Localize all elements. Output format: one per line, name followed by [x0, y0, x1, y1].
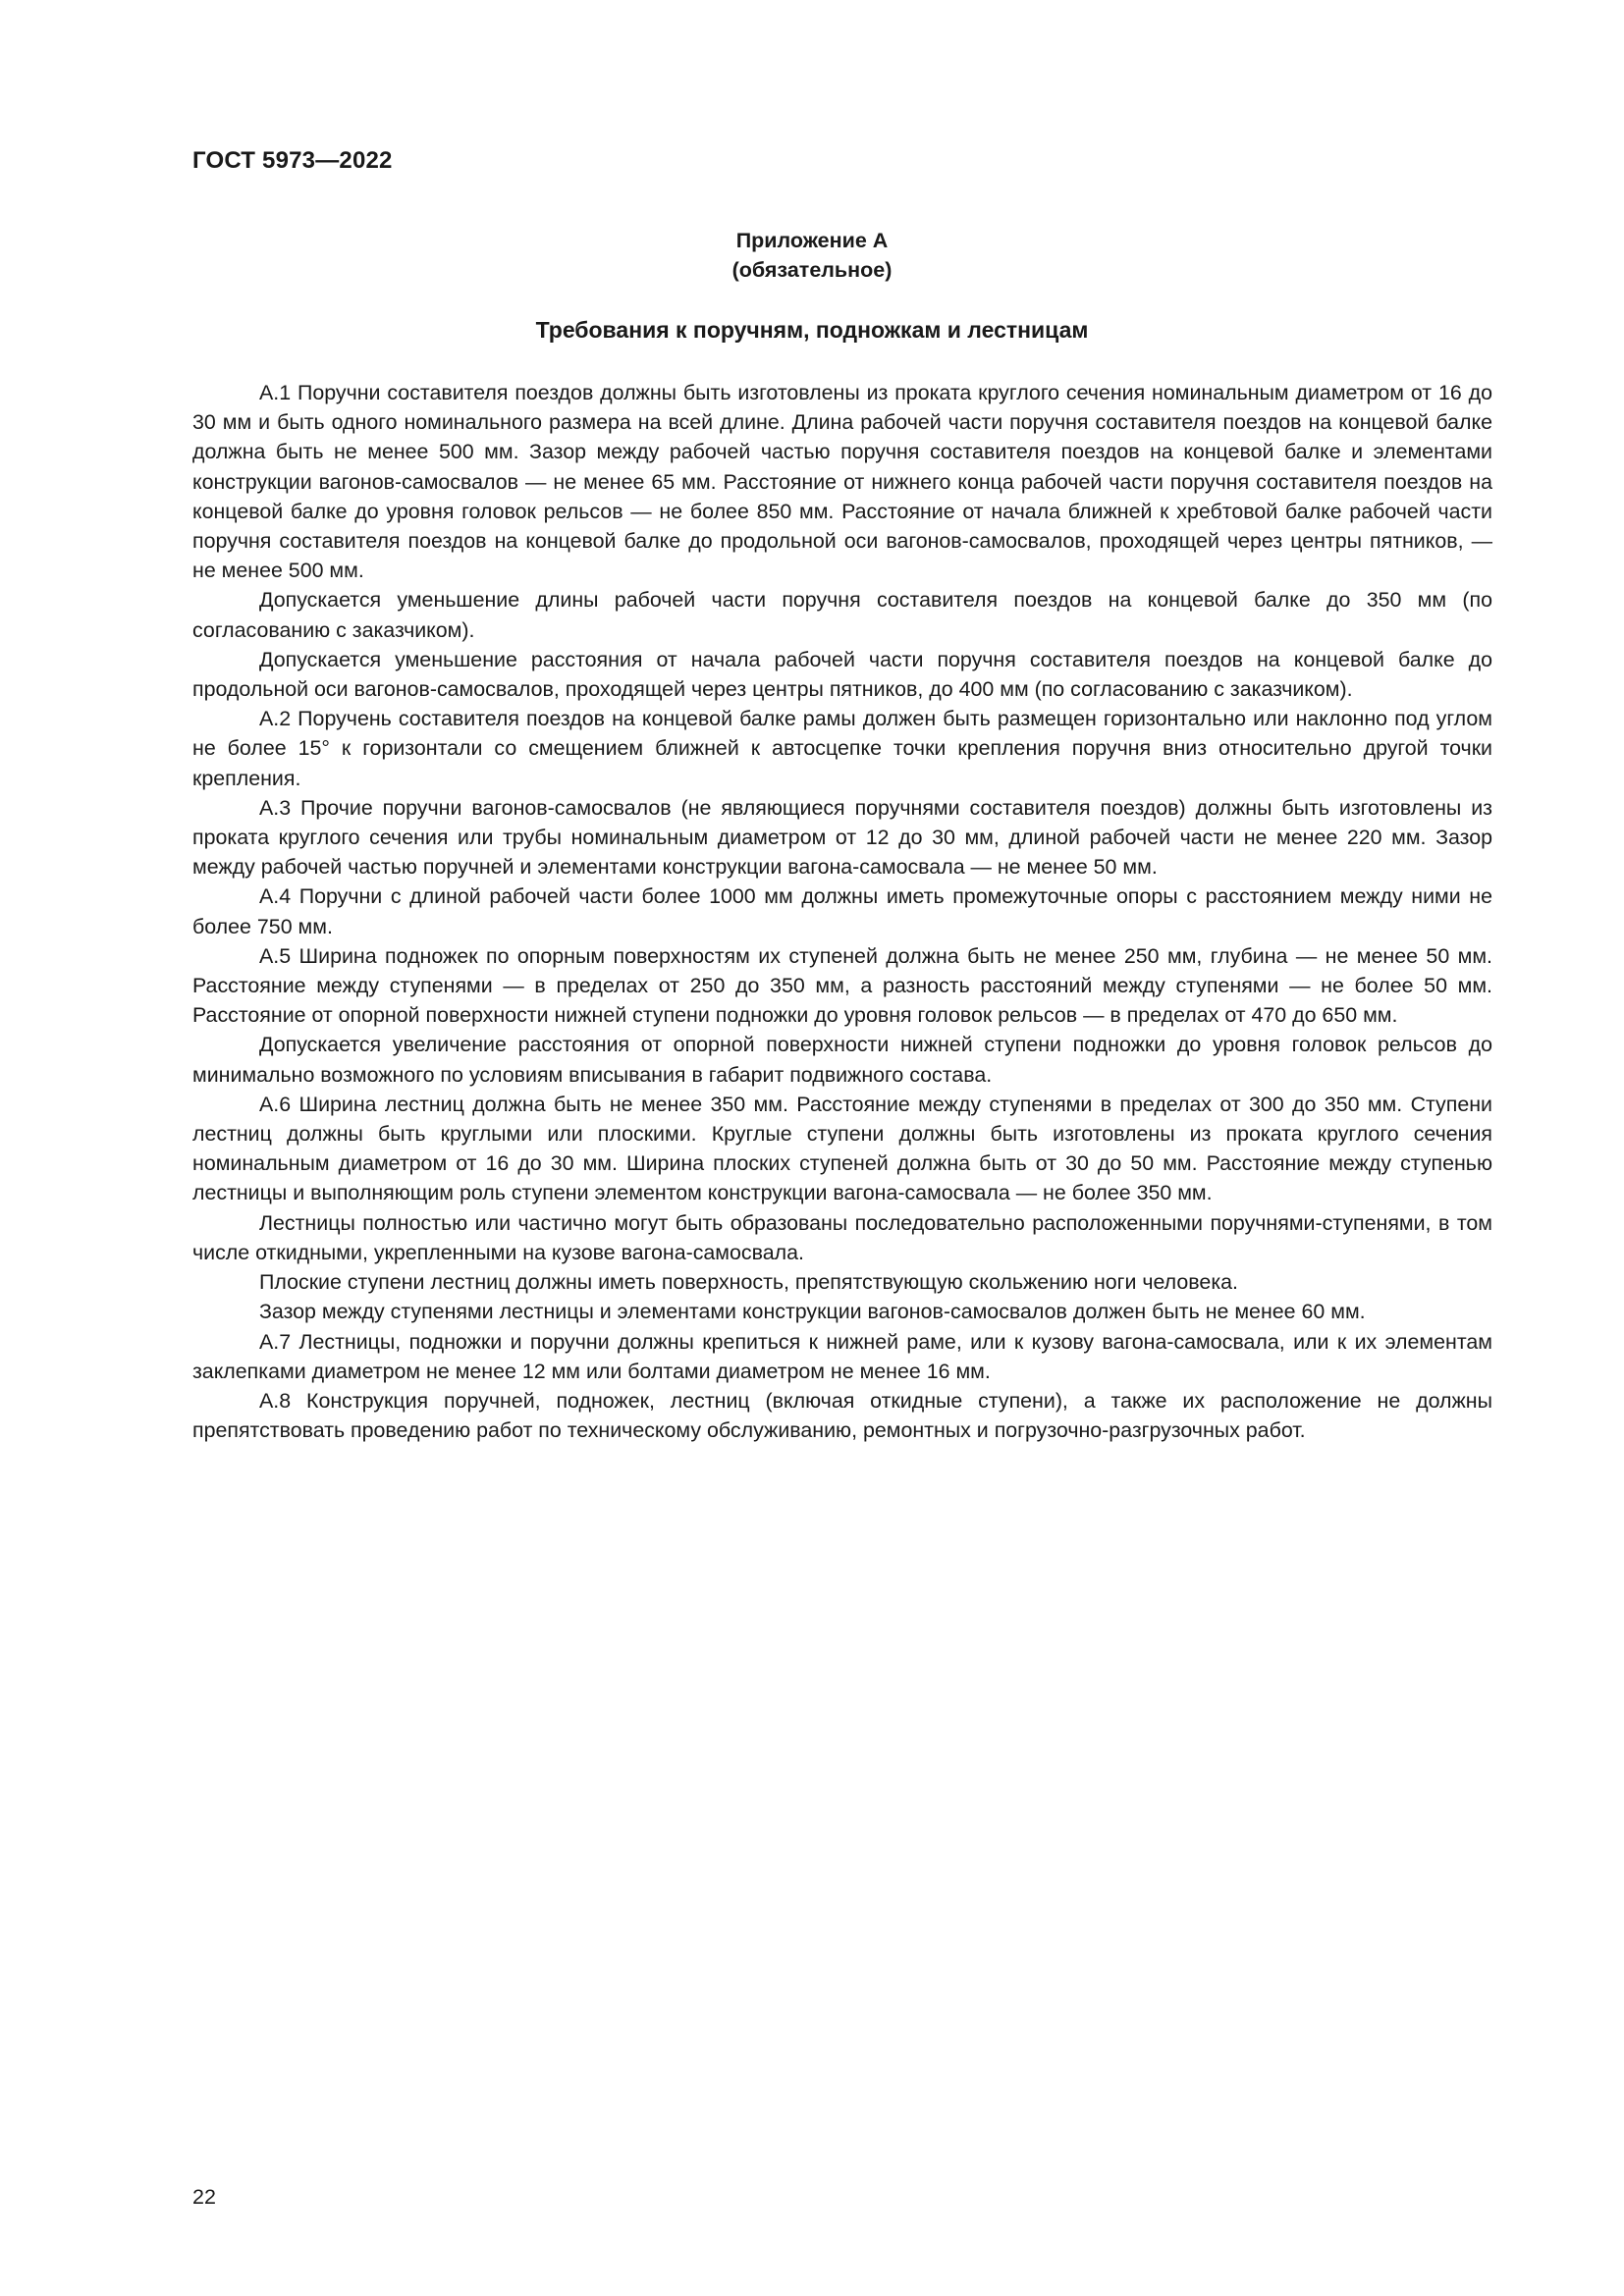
paragraph-a5: А.5 Ширина подножек по опорным поверхностям их ступеней должна быть не менее 250 мм, глубина — не менее 50 мм. Расстояние между ступенями — в пределах от 250 до 350 мм, а разность расстояний между ступенями — не более 50 мм. Расстояние от опорной поверхности нижней ступени подножки до уровня головок рельсов — в пределах от 470 до 650 мм.: [192, 943, 1492, 1028]
paragraph-a6: А.6 Ширина лестниц должна быть не менее 350 мм. Расстояние между ступенями в пределах от 300 до 350 мм. Ступени лестниц должны быть круглыми или плоскими. Круглые ступени должны быть изготовлены из проката круглого сечения номинальным диаметром от 16 до 30 мм. Ширина плоских ступеней должна быть от 30 до 50 мм. Расстояние между ступенью лестницы и выполняющим роль ступени элементом конструкции вагона-самосвала — не более 350 мм.: [192, 1092, 1492, 1205]
paragraph-a2: А.2 Поручень составителя поездов на концевой балке рамы должен быть размещен горизонтально или наклонно под углом не более 15° к горизонтали со смещением ближней к автосцепке точки крепления поручня вниз относительно другой точки крепления.: [192, 707, 1492, 790]
page-number: 22: [192, 2185, 216, 2209]
paragraph-a6-flat-steps: Плоские ступени лестниц должны иметь поверхность, препятствующую скольжению ноги человека.: [259, 1270, 1238, 1295]
paragraph-a3: А.3 Прочие поручни вагонов-самосвалов (не являющиеся поручнями составителя поездов) должны быть изготовлены из проката круглого сечения или трубы номинальным диаметром от 12 до 30 мм, длиной рабочей части не менее 220 мм. Зазор между рабочей частью поручней и элементами конструкции вагона-самосвала — не менее 50 мм.: [192, 795, 1492, 880]
paragraph-a8: А.8 Конструкция поручней, подножек, лестниц (включая откидные ступени), а также их расположение не должны препятствовать проведению работ по техническому обслуживанию, ремонтных и погрузочно-разгрузочных работ.: [192, 1388, 1492, 1443]
annex-heading: [192, 226, 1432, 285]
paragraph-a1-note-length: Допускается уменьшение длины рабочей части поручня составителя поездов на концевой балке до 350 мм (по согласованию с заказчиком).: [192, 588, 1492, 642]
paragraph-a1: А.1 Поручни составителя поездов должны быть изготовлены из проката круглого сечения номинальным диаметром от 16 до 30 мм и быть одного номинального размера на всей длине. Длина рабочей части поручня составителя поездов на концевой балке должна быть не менее 500 мм. Зазор между рабочей частью поручня составителя поездов на концевой балке и элементами конструкции вагонов-самосвалов — не менее 65 мм. Расстояние от нижнего конца рабочей части поручня составителя поездов на концевой балке до уровня головок рельсов — не более 850 мм. Расстояние от начала ближней к хребтовой балке рабочей части поручня составителя поездов на концевой балке до продольной оси вагонов-самосвалов, проходящей через центры пятников, — не менее 500 мм.: [192, 381, 1492, 583]
annex-title: Требования к поручням, подножкам и лестницам: [535, 317, 1089, 343]
paragraph-a6-gap: Зазор между ступенями лестницы и элементами конструкции вагонов-самосвалов должен быть не менее 60 мм.: [259, 1300, 1366, 1324]
paragraph-a5-note: Допускается увеличение расстояния от опорной поверхности нижней ступени подножки до уровня головок рельсов до минимально возможного по условиям вписывания в габарит подвижного состава.: [192, 1033, 1492, 1087]
paragraph-a6-ladders: Лестницы полностью или частично могут быть образованы последовательно расположенными поручнями-ступенями, в том числе откидными, укрепленными на кузове вагона-самосвала.: [192, 1210, 1492, 1264]
annex-body: [192, 378, 1492, 1445]
annex-label: Приложение А: [735, 229, 889, 252]
paragraph-a1-note-distance: Допускается уменьшение расстояния от начала рабочей части поручня составителя поездов на концевой балке до продольной оси вагонов-самосвалов, проходящей через центры пятников, до 400 мм (по согласованию с заказчиком).: [192, 647, 1492, 702]
paragraph-a4: А.4 Поручни с длиной рабочей части более 1000 мм должны иметь промежуточные опоры с расстоянием между ними не более 750 мм.: [192, 884, 1492, 938]
paragraph-a7: А.7 Лестницы, подножки и поручни должны крепиться к нижней раме, или к кузову вагона-самосвала, или к их элементам заклепками диаметром не менее 12 мм или болтами диаметром не менее 16 мм.: [192, 1329, 1492, 1383]
annex-status: (обязательное): [731, 258, 893, 282]
standard-code-header: ГОСТ 5973—2022: [192, 147, 393, 174]
